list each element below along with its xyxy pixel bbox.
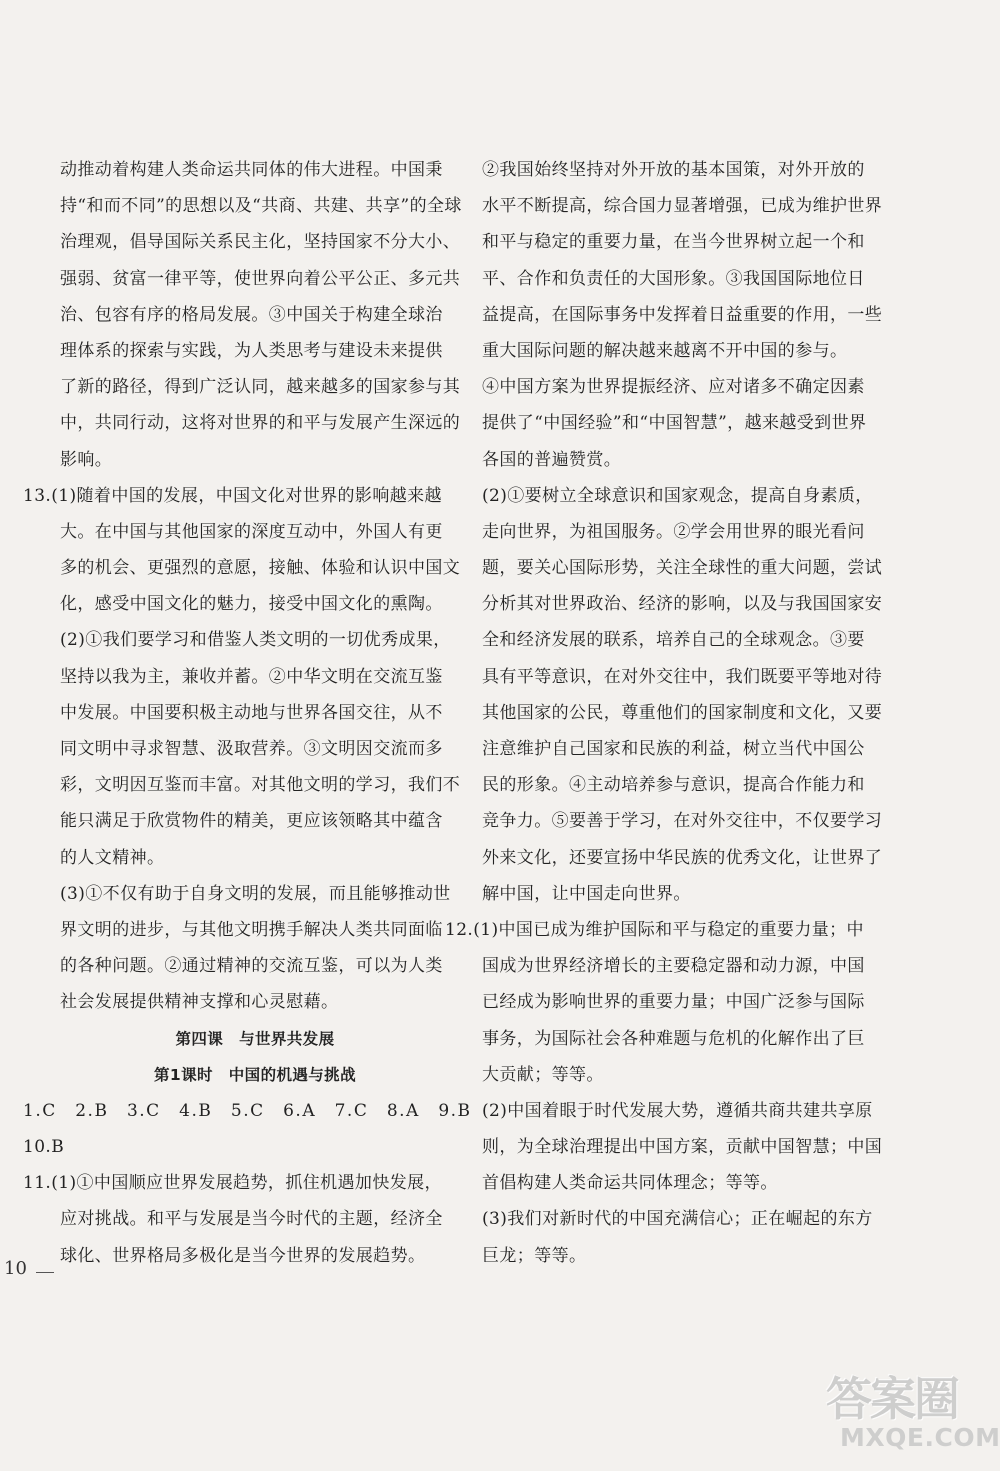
text-line: 彩，文明因互鉴而丰富。对其他文明的学习，我们不	[60, 775, 461, 796]
text-line: (2)①要树立全球意识和国家观念，提高自身素质，	[482, 485, 873, 506]
text-line: 则，为全球治理提出中国方案，贡献中国智慧；中国	[482, 1137, 883, 1158]
text-line: 同文明中寻求智慧、汲取营养。③文明因交流而多	[60, 739, 443, 759]
text-line: 球化、世界格局多极化是当今世界的发展趋势。	[60, 1245, 426, 1266]
text-line: 治、包容有序的格局发展。③中国关于构建全球治	[60, 304, 443, 325]
text-line: 注意维护自己国家和民族的利益，树立当代中国公	[482, 739, 865, 759]
text-line: (2)①我们要学习和借鉴人类文明的一切优秀成果，	[60, 630, 451, 651]
text-line: 平、合作和负责任的大国形象。③我国国际地位日	[482, 268, 865, 289]
text-line: 国成为世界经济增长的主要稳定器和动力源，中国	[482, 956, 865, 977]
text-line: 强弱、贫富一律平等，使世界向着公平公正、多元共	[60, 268, 461, 289]
text-line: 益提高，在国际事务中发挥着日益重要的作用，一些	[482, 304, 883, 325]
text-line: 影响。	[60, 449, 113, 470]
text-line: 事务，为国际社会各种难题与危机的化解作出了巨	[482, 1028, 865, 1049]
text-line: 其他国家的公民，尊重他们的国家制度和文化，又要	[482, 702, 883, 723]
multiple-choice-answers: 1.C 2.B 3.C 4.B 5.C 6.A 7.C 8.A 9.B	[23, 1100, 472, 1121]
question-13-start: 13.(1)随着中国的发展，中国文化对世界的影响越来越	[23, 485, 442, 506]
text-line: 社会发展提供精神支撑和心灵慰藉。	[60, 992, 339, 1013]
text-line: 动推动着构建人类命运共同体的伟大进程。中国秉	[60, 160, 443, 180]
text-line: 理体系的探索与实践，为人类思考与建设未来提供	[60, 340, 443, 361]
text-line: 应对挑战。和平与发展是当今时代的主题，经济全	[60, 1209, 443, 1230]
text-line: 民的形象。④主动培养参与意识，提高合作能力和	[482, 775, 865, 796]
question-12-start: 12.(1)中国已成为维护国际和平与稳定的重要力量；中	[445, 919, 864, 940]
text-line: 重大国际问题的解决越来越离不开中国的参与。	[482, 340, 848, 361]
text-line: 题，要关心国际形势，关注全球性的重大问题，尝试	[482, 558, 883, 579]
text-line: 能只满足于欣赏物件的精美，更应该领略其中蕴含	[60, 811, 443, 832]
text-line: 大贡献；等等。	[482, 1064, 604, 1085]
text-line: 竞争力。⑤要善于学习，在对外交往中，不仅要学习	[482, 811, 883, 832]
question-11-start: 11.(1)①中国顺应世界发展趋势，抓住机遇加快发展，	[23, 1173, 442, 1194]
site-watermark	[818, 1363, 1000, 1463]
text-line: 外来文化，还要宣扬中华民族的优秀文化，让世界了	[482, 847, 883, 868]
section-heading: 第1课时 中国的机遇与挑战	[154, 1065, 356, 1084]
text-line: 的人文精神。	[60, 847, 165, 868]
text-line: (2)中国着眼于时代发展大势，遵循共商共建共享原	[482, 1100, 873, 1121]
text-line: 走向世界，为祖国服务。②学会用世界的眼光看问	[482, 521, 865, 542]
text-line: 多的机会、更强烈的意愿，接触、体验和认识中国文	[60, 558, 461, 579]
text-line: 治理观，倡导国际关系民主化，坚持国家不分大小、	[60, 232, 461, 253]
watermark-url: MXQE.COM	[840, 1423, 1000, 1452]
text-line: 的各种问题。②通过精神的交流互鉴，可以为人类	[60, 956, 443, 977]
text-line: ④中国方案为世界提振经济、应对诸多不确定因素	[482, 377, 865, 398]
text-line: 水平不断提高，综合国力显著增强，已成为维护世界	[482, 196, 883, 217]
text-line: (3)①不仅有助于自身文明的发展，而且能够推动世	[60, 883, 451, 904]
lesson-heading: 第四课 与世界共发展	[175, 1029, 335, 1048]
page-number: 10	[4, 1258, 27, 1279]
text-line: 各国的普遍赞赏。	[482, 449, 622, 470]
text-line: (3)我们对新时代的中国充满信心；正在崛起的东方	[482, 1209, 873, 1230]
text-line: 中，共同行动，这将对世界的和平与发展产生深远的	[60, 413, 461, 434]
left-column	[23, 152, 472, 1274]
text-line: 持“和而不同”的思想以及“共商、共建、共享”的全球	[60, 196, 462, 217]
text-line: 已经成为影响世界的重要力量；中国广泛参与国际	[482, 992, 865, 1013]
text-line: 解中国，让中国走向世界。	[482, 883, 691, 904]
text-line: 全和经济发展的联系，培养自己的全球观念。③要	[482, 630, 865, 651]
text-line: 中发展。中国要积极主动地与世界各国交往，从不	[60, 702, 443, 723]
text-line: 了新的路径，得到广泛认同，越来越多的国家参与其	[60, 377, 461, 398]
multiple-choice-answers-cont: 10.B	[23, 1137, 65, 1158]
text-line: 化，感受中国文化的魅力，接受中国文化的熏陶。	[60, 594, 443, 615]
text-line: 界文明的进步，与其他文明携手解决人类共同面临	[60, 919, 443, 940]
watermark-logo-text: 答案圈	[826, 1372, 958, 1426]
text-line: 坚持以我为主，兼收并蓄。②中华文明在交流互鉴	[60, 666, 443, 687]
text-line: 具有平等意识，在对外交往中，我们既要平等地对待	[482, 666, 883, 687]
text-line: 分析其对世界政治、经济的影响，以及与我国国家安	[482, 594, 883, 615]
text-line: 巨龙；等等。	[482, 1245, 587, 1266]
text-line: 首倡构建人类命运共同体理念；等等。	[482, 1173, 778, 1194]
text-line: 大。在中国与其他国家的深度互动中，外国人有更	[60, 521, 443, 542]
text-line: 提供了“中国经验”和“中国智慧”，越来越受到世界	[482, 413, 867, 434]
right-column	[445, 152, 883, 1274]
text-line: 和平与稳定的重要力量，在当今世界树立起一个和	[482, 232, 865, 253]
page-number-dash	[36, 1272, 54, 1273]
text-line: ②我国始终坚持对外开放的基本国策，对外开放的	[482, 160, 865, 180]
